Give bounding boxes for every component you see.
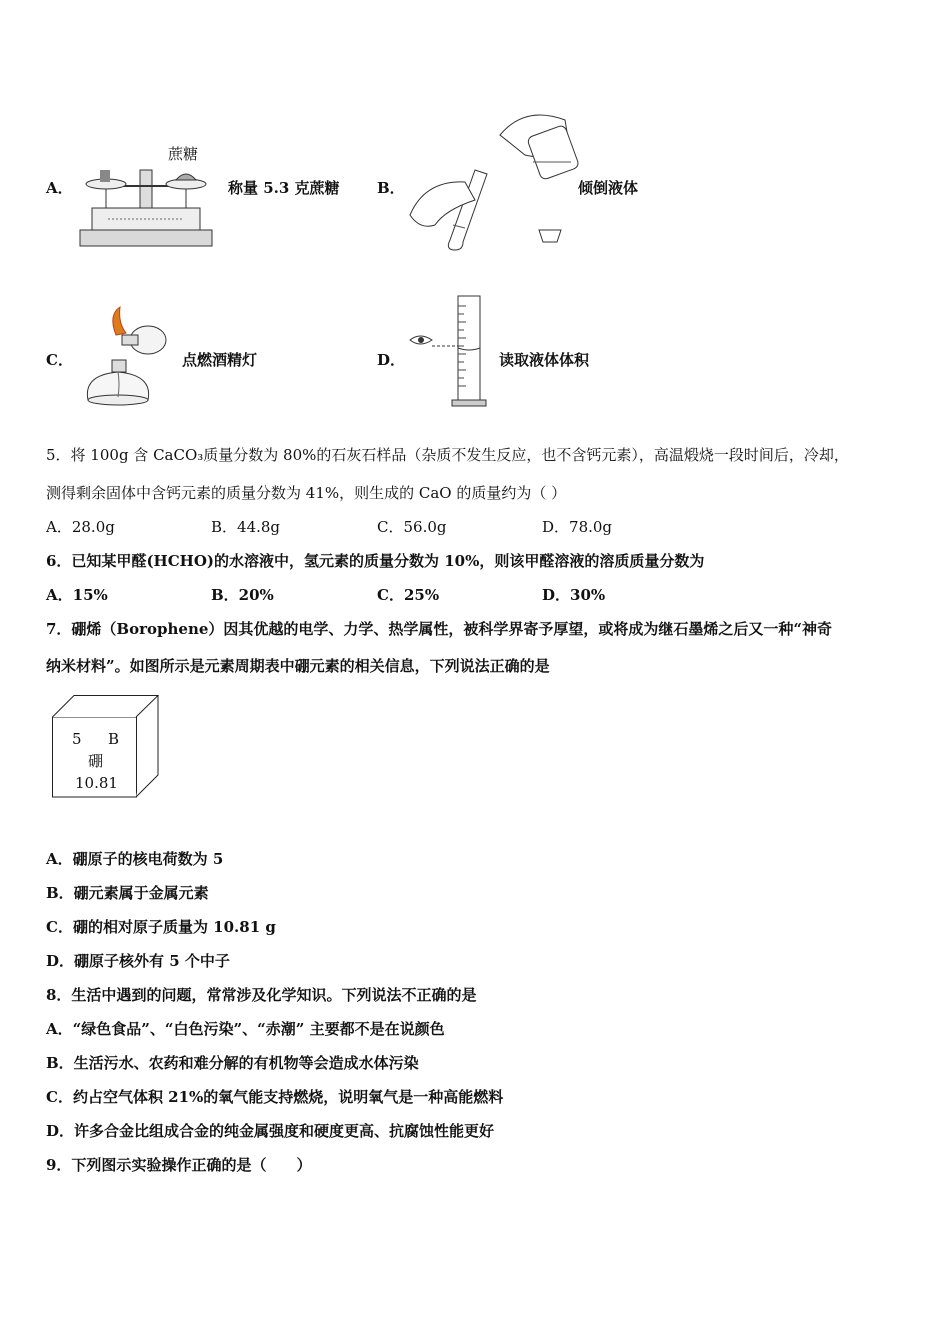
q7-stem-line1: 7．硼烯（Borophene）因其优越的电学、力学、热学属性，被科学界寄予厚望，或将成为继石墨烯之后又一种“神奇 [46, 620, 833, 638]
option-b-letter: B． [377, 179, 405, 197]
element-atomic-mass: 10.81 [75, 774, 118, 792]
q8-option-d: D．许多合金比组成合金的纯金属强度和硬度更高、抗腐蚀性能更好 [46, 1122, 495, 1140]
q7-option-d: D．硼原子核外有 5 个中子 [46, 952, 230, 970]
option-a-text: 称量 5.3 克蔗糖 [228, 179, 340, 197]
q5-stem-line1: 5．将 100g 含 CaCO₃质量分数为 80%的石灰石样品（杂质不发生反应，也不含钙元素），高温煅烧一段时间后，冷却， [46, 446, 849, 464]
q5-option-c: C．56.0g [377, 518, 447, 536]
q6-option-b: B．20% [211, 586, 274, 604]
q5-option-a: A．28.0g [46, 518, 115, 536]
option-a-letter: A． [46, 179, 73, 197]
alcohol-lamp-figure [78, 305, 178, 410]
q5-option-b: B．44.8g [211, 518, 281, 536]
option-d-text: 读取液体体积 [499, 351, 590, 369]
sugar-label: 蔗糖 [168, 145, 199, 163]
option-c-letter: C． [46, 351, 73, 369]
q6-option-a: A．15% [46, 586, 108, 604]
element-name: 硼 [88, 752, 104, 770]
q9-stem: 9．下列图示实验操作正确的是（ ） [46, 1156, 312, 1174]
q6-option-c: C．25% [377, 586, 440, 604]
q7-option-a: A．硼原子的核电荷数为 5 [46, 850, 224, 868]
q8-option-c: C．约占空气体积 21%的氧气能支持燃烧，说明氧气是一种高能燃料 [46, 1088, 504, 1106]
option-c-text: 点燃酒精灯 [182, 351, 258, 369]
option-b-text: 倾倒液体 [578, 179, 639, 197]
element-symbol: B [108, 730, 120, 748]
q5-option-d: D．78.0g [542, 518, 613, 536]
q5-stem-line2: 测得剩余固体中含钙元素的质量分数为 41%，则生成的 CaO 的质量约为（ ） [46, 484, 567, 502]
q6-option-d: D．30% [542, 586, 606, 604]
q7-option-b: B．硼元素属于金属元素 [46, 884, 209, 902]
q7-stem-line2: 纳米材料”。如图所示是元素周期表中硼元素的相关信息，下列说法正确的是 [46, 657, 550, 675]
q8-stem: 8．生活中遇到的问题，常常涉及化学知识。下列说法不正确的是 [46, 986, 477, 1004]
pouring-liquid-figure [405, 100, 575, 255]
q8-option-b: B．生活污水、农药和难分解的有机物等会造成水体污染 [46, 1054, 419, 1072]
q7-option-c: C．硼的相对原子质量为 10.81 g [46, 918, 276, 936]
q8-option-a: A．“绿色食品”、“白色污染”、“赤潮” 主要都不是在说颜色 [46, 1020, 445, 1038]
q6-stem: 6．已知某甲醛(HCHO)的水溶液中，氢元素的质量分数为 10%，则该甲醛溶液的溶质质量分数为 [46, 552, 705, 570]
option-d-letter: D． [377, 351, 406, 369]
element-atomic-number: 5 [72, 730, 82, 748]
graduated-cylinder-figure [404, 292, 499, 410]
